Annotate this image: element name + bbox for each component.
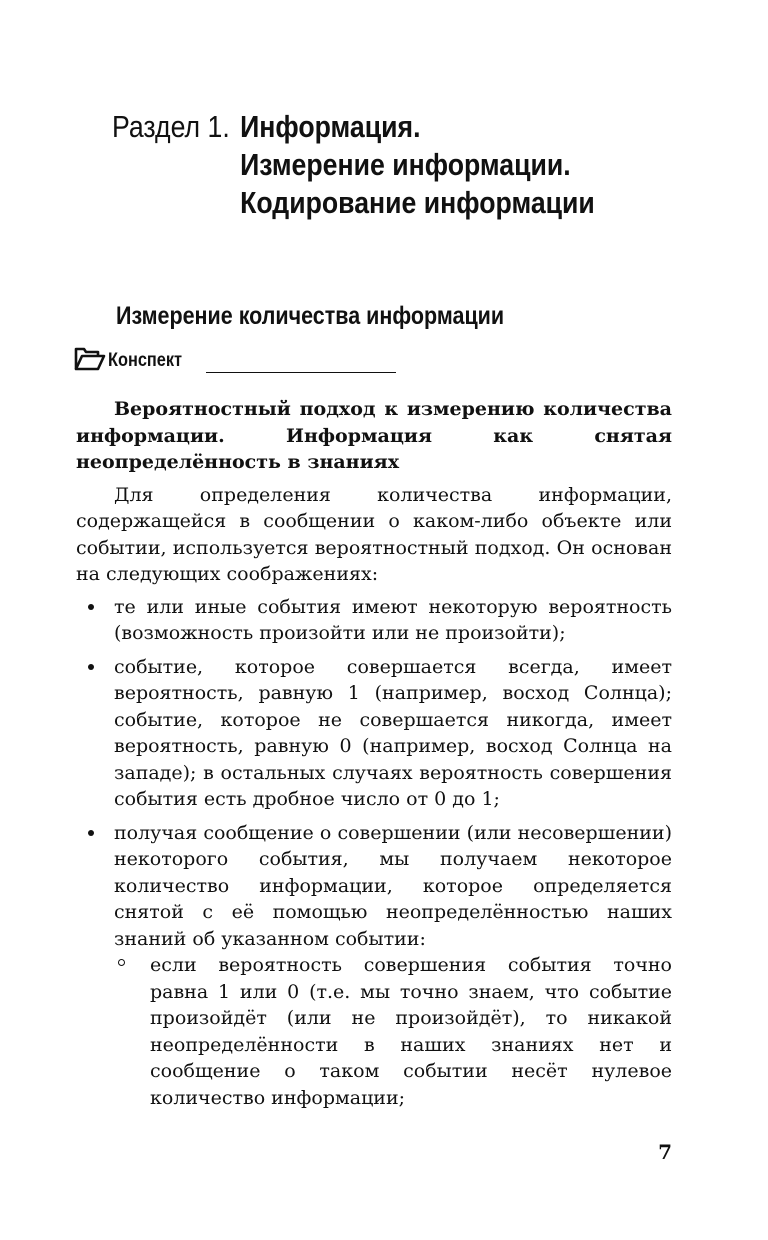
bullet-list (76, 594, 672, 1112)
section-heading (112, 108, 595, 222)
section-title-line: Информация. (240, 109, 421, 144)
folder-icon (74, 344, 106, 372)
list-item-text: событие, которое совершается всегда, имеет вероятность, равную 1 (например, восход Солнца); событие, которое не совершается никогда, имеет вероятность, равную 0 (например, восход Солнца на западе); в остальных случаях вероятность совершения события есть дробное число от 0 до 1; (114, 655, 672, 810)
sub-list-item-text: если вероятность совершения события точно равна 1 или 0 (т.е. мы точно знаем, что событие произойдёт (или не произойдёт), то никакой неопределённости в наших знаниях нет и сообщение о таком событии несёт нулевое количество информации; (150, 954, 672, 1109)
list-item (76, 820, 672, 1112)
subsection-title: Измерение количества информации (116, 302, 505, 330)
sub-bullet-list (114, 952, 672, 1111)
section-title (240, 108, 595, 222)
section-title-line: Измерение информации. (240, 147, 571, 182)
page-number: 7 (658, 1140, 672, 1164)
konspekt-header (74, 344, 194, 372)
list-item (76, 654, 672, 813)
list-item-text: те или иные события имеют некоторую вероятность (возможность произойти или не произойти); (114, 595, 672, 644)
konspekt-rule (206, 372, 396, 373)
konspekt-label: Конспект (108, 350, 183, 371)
sub-list-item (114, 952, 672, 1111)
list-item (76, 594, 672, 647)
page-body (76, 396, 672, 1118)
topic-heading: Вероятностный подход к измерению количества информации. Информация как снятая неопределённость в знаниях (76, 398, 672, 473)
section-title-line: Кодирование информации (240, 185, 595, 220)
intro-paragraph: Для определения количества информации, содержащейся в сообщении о каком-либо объекте или событии, используется вероятностный подход. Он основан на следующих соображениях: (76, 483, 672, 585)
list-item-text: получая сообщение о совершении (или несовершении) некоторого события, мы получаем некоторое количество информации, которое определяется снятой с её помощью неопределённостью наших знаний об указанном событии: (114, 821, 672, 950)
section-label: Раздел 1. (112, 109, 230, 144)
